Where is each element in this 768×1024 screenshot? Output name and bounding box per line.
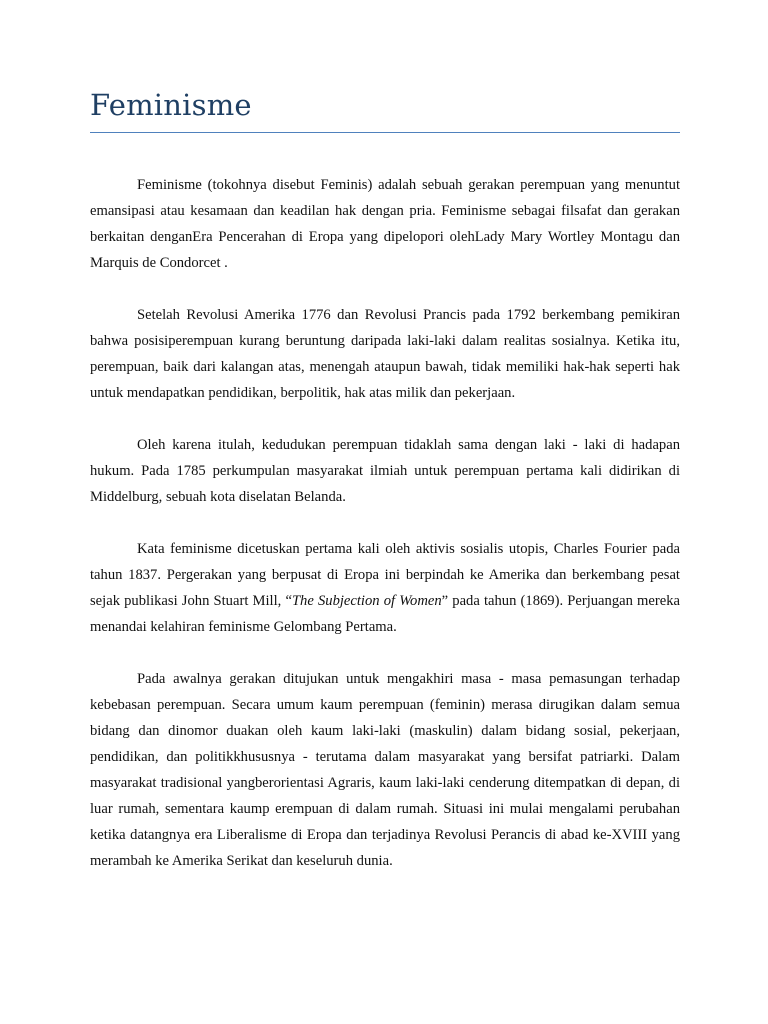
paragraph-4-text-before: Kata feminisme dicetuskan pertama kali oleh aktivis sosialis utopis, Charles Fourier pada tahun 1837. Pergerakan yang berpusat di Eropa ini berpindah ke Amerika dan berkembang pesat sejak publikasi John Stuart Mill, “ <box>90 541 680 609</box>
paragraph-4 <box>90 536 680 640</box>
book-title-italic: The Subjection of Women <box>291 593 442 609</box>
title-underline <box>90 132 680 133</box>
paragraph-5: Pada awalnya gerakan ditujukan untuk mengakhiri masa - masa pemasungan terhadap kebebasan perempuan. Secara umum kaum perempuan (feminin) merasa dirugikan dalam semua bidang dan dinomor duakan oleh kaum laki-laki (maskulin) dalam bidang sosial, pekerjaan, pendidikan, dan politikkhususnya - terutama dalam masyarakat yang bersifat patriarki. Dalam masyarakat tradisional yangberorientasi Agraris, kaum laki-laki cenderung ditempatkan di depan, di luar rumah, sementara kaump erempuan di dalam rumah. Situasi ini mulai mengalami perubahan ketika datangnya era Liberalisme di Eropa dan terjadinya Revolusi Perancis di abad ke-XVIII yang merambah ke Amerika Serikat dan keseluruh dunia. <box>90 671 680 869</box>
paragraph-3: Oleh karena itulah, kedudukan perempuan tidaklah sama dengan laki - laki di hadapan hukum. Pada 1785 perkumpulan masyarakat ilmiah untuk perempuan pertama kali didirikan di Middelburg, sebuah kota diselatan Belanda. <box>90 437 680 505</box>
page-title: Feminisme <box>90 88 252 122</box>
paragraph-1: Feminisme (tokohnya disebut Feminis) adalah sebuah gerakan perempuan yang menuntut emansipasi atau kesamaan dan keadilan hak dengan pria. Feminisme sebagai filsafat dan gerakan berkaitan denganEra Pencerahan di Eropa yang dipelopori olehLady Mary Wortley Montagu dan Marquis de Condorcet . <box>90 177 680 271</box>
paragraph-2: Setelah Revolusi Amerika 1776 dan Revolusi Prancis pada 1792 berkembang pemikiran bahwa posisiperempuan kurang beruntung daripada laki-laki dalam realitas sosialnya. Ketika itu, perempuan, baik dari kalangan atas, menengah ataupun bawah, tidak memiliki hak-hak seperti hak untuk mendapatkan pendidikan, berpolitik, hak atas milik dan pekerjaan. <box>90 307 680 401</box>
paragraph-4-text-after: ” pada tahun (1869). Perjuangan mereka menandai kelahiran feminisme Gelombang Pertama. <box>90 593 680 635</box>
document-body <box>90 172 680 900</box>
